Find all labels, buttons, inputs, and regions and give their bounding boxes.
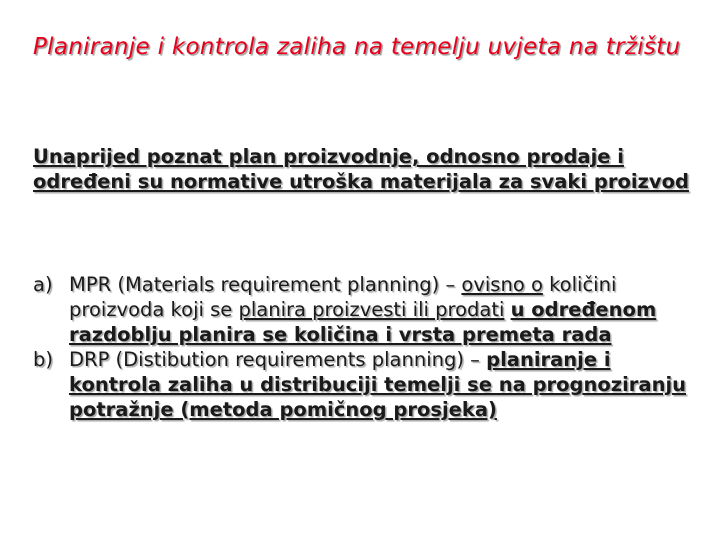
item-a-lead: MPR (Materials requirement planning) – (69, 273, 462, 296)
list-marker-a: a) (33, 273, 53, 296)
item-b-lead: DRP (Distibution requirements planning) – (69, 348, 487, 371)
slide-title: Planiranje i kontrola zaliha na temelju uvjeta na tržištu (33, 34, 681, 60)
list-item-b (33, 347, 693, 422)
item-a-underlined-1: ovisno o (461, 273, 543, 296)
list-item-a (33, 272, 693, 347)
list-marker-b: b) (33, 348, 53, 371)
intro-paragraph: Unaprijed poznat plan proizvodnje, odnosno prodaje i određeni su normative utroška materijala za svaki proizvod (33, 145, 689, 193)
item-a-underlined-3: planira proizvesti ili prodati (238, 298, 505, 321)
item-a-bold-underlined: u određenom razdoblju planira se količina i vrsta premeta rada (69, 298, 657, 346)
bullet-list (33, 272, 693, 422)
item-a-text-2: količini proizvoda koji se (69, 273, 617, 321)
item-b-bold-underlined: planiranje i kontrola zaliha u distribuciji temelji se na prognoziranju potražnje (metoda pomičnog prosjeka) (69, 348, 687, 421)
